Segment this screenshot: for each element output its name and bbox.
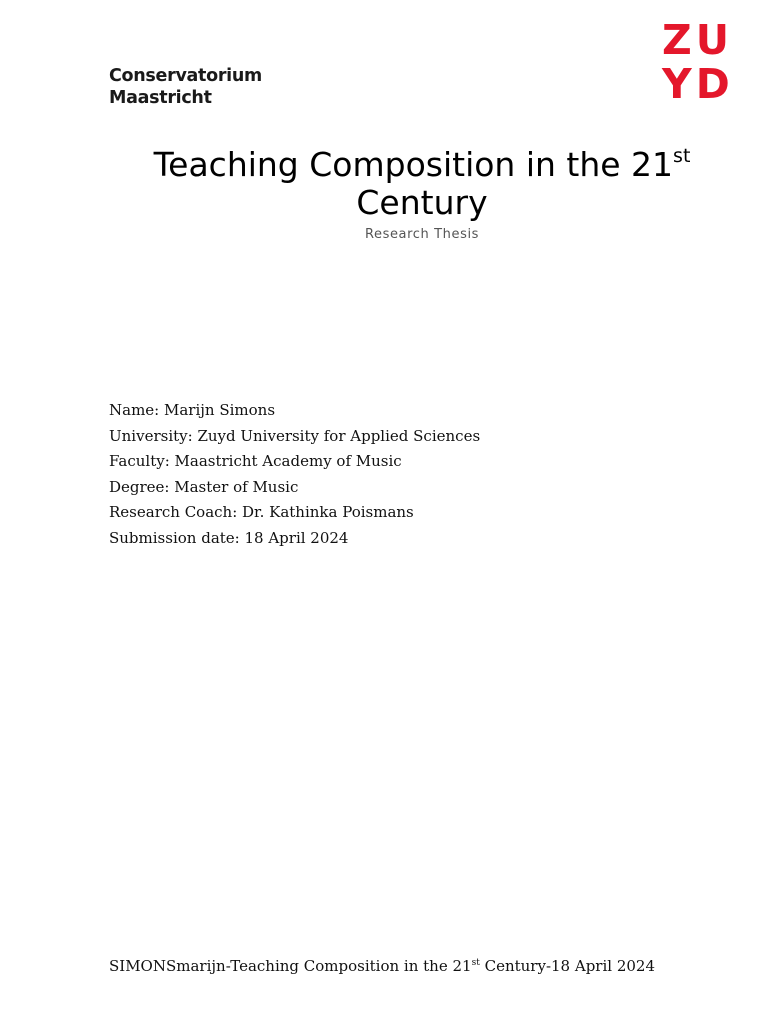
zuyd-logo-line-1: ZU xyxy=(662,16,734,64)
footer-superscript: st xyxy=(471,958,480,968)
title-superscript: st xyxy=(673,145,691,167)
degree-line: Degree: Master of Music xyxy=(109,477,299,496)
logo-line-1: Conservatorium xyxy=(109,66,262,86)
submission-date-line: Submission date: 18 April 2024 xyxy=(109,528,349,547)
document-subtitle: Research Thesis xyxy=(364,227,480,242)
zuyd-logo xyxy=(662,18,738,106)
footer-text-before: SIMONSmarijn-Teaching Composition in the 21 xyxy=(109,957,472,975)
footer-text-after: Century-18 April 2024 xyxy=(479,957,656,975)
research-coach-line: Research Coach: Dr. Kathinka Poismans xyxy=(109,503,414,521)
document-title xyxy=(110,146,734,222)
title-line-2: Century xyxy=(356,183,488,222)
author-info-block xyxy=(109,398,480,551)
faculty-line: Faculty: Maastricht Academy of Music xyxy=(109,452,402,470)
logo-line-2: Maastricht xyxy=(109,88,212,108)
conservatorium-maastricht-logo xyxy=(109,65,262,109)
title-main: Teaching Composition in the 21 xyxy=(153,145,674,184)
university-line: University: Zuyd University for Applied Sciences xyxy=(109,426,481,445)
zuyd-logo-line-2: YD xyxy=(662,60,734,108)
page-footer xyxy=(109,957,655,975)
author-name: Name: Marijn Simons xyxy=(109,401,276,419)
